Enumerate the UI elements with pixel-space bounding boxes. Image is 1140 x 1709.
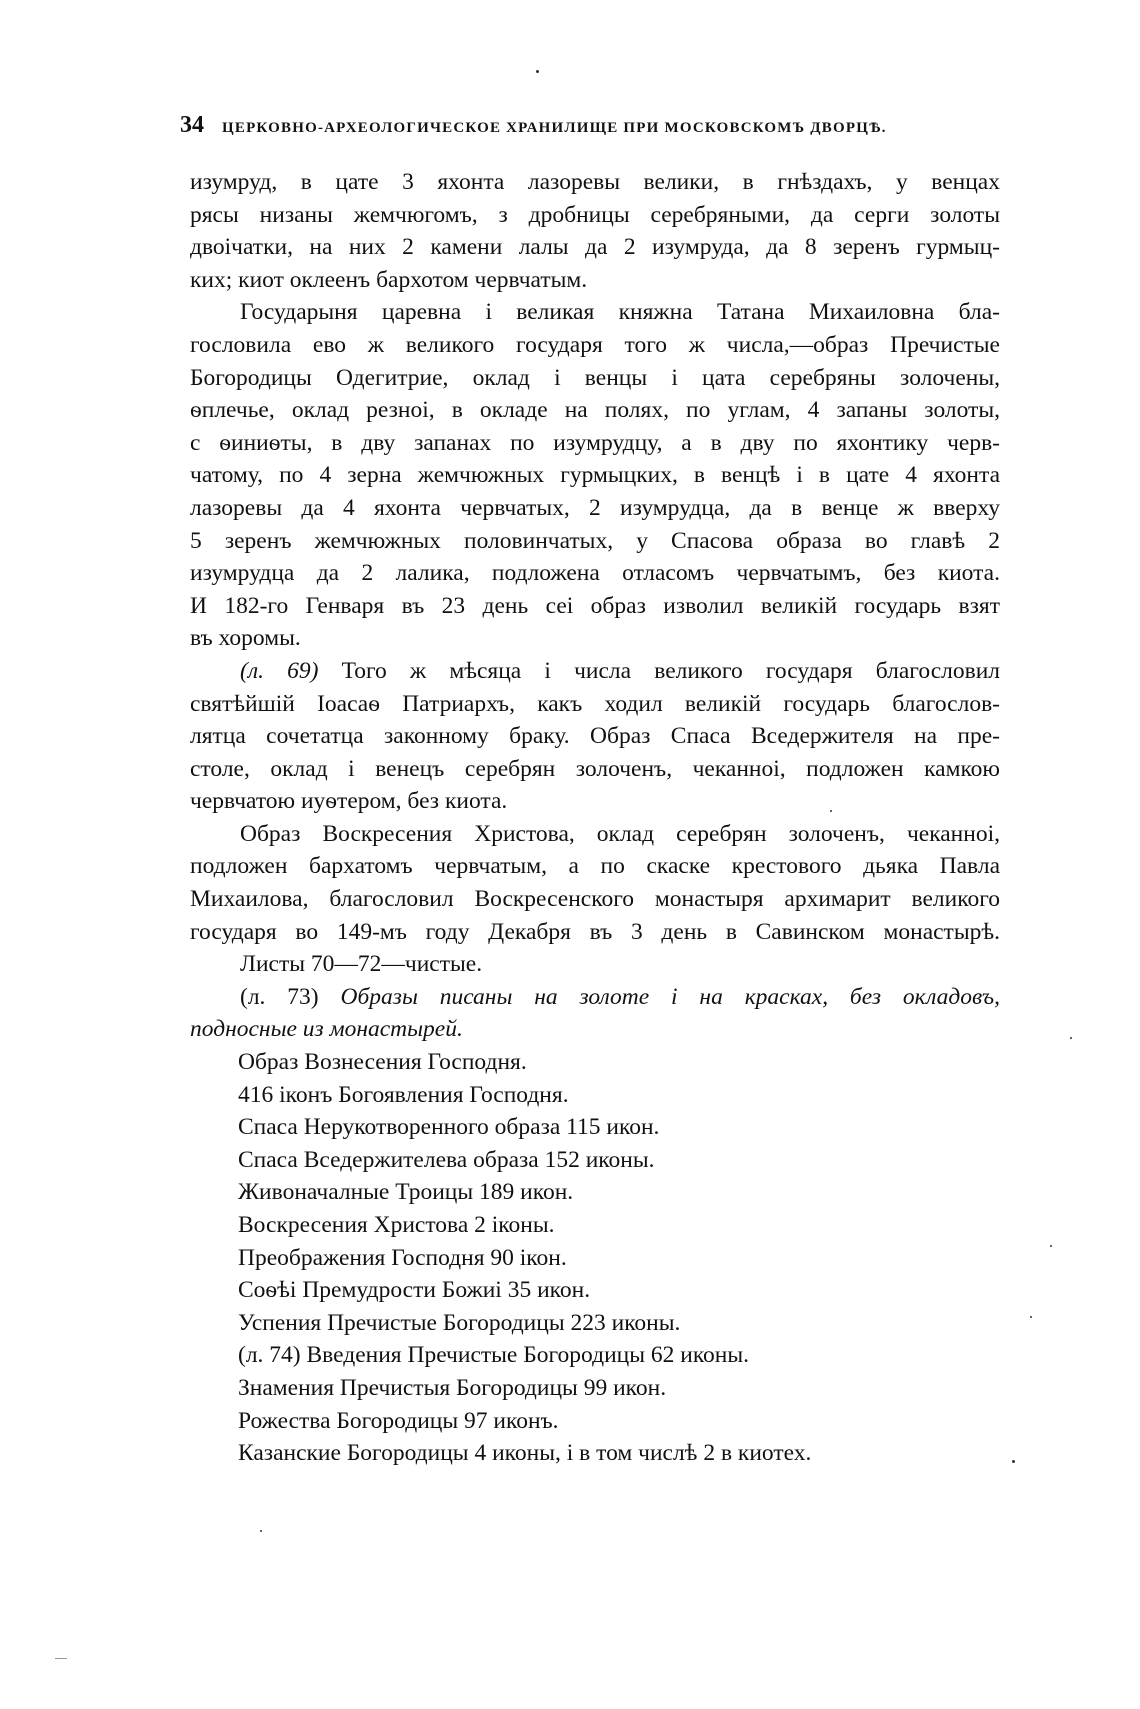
paragraph-4 bbox=[190, 818, 1000, 948]
text-line: гословила ево ж великого государя того ж числа,—образ Пречистые bbox=[190, 331, 1000, 358]
list-item: Казанские Богородицы 4 иконы, i в том числѣ 2 в киотех. bbox=[238, 1440, 812, 1467]
text-line: Образ Воскресения Христова, оклад серебрян золоченъ, чеканноi, bbox=[240, 820, 1000, 847]
scan-speck bbox=[1050, 1245, 1052, 1247]
text-line: 5 зеренъ жемчюжных половинчатых, у Спасова образа во главѣ 2 bbox=[190, 527, 1000, 554]
list-item: Рожества Богородицы 97 иконъ. bbox=[238, 1407, 559, 1434]
scan-speck bbox=[55, 1658, 67, 1659]
text-line: червчатою иуѳтером, без киота. bbox=[190, 788, 508, 815]
scan-speck bbox=[536, 70, 539, 73]
text-line bbox=[190, 981, 1000, 1014]
list-item: Спаса Нерукотворенного образа 115 икон. bbox=[238, 1114, 660, 1141]
text-line: ких; киот оклеенъ бархотом червчатым. bbox=[190, 266, 588, 293]
list-item: Преображения Господня 90 iкон. bbox=[238, 1244, 567, 1271]
running-title: ЦЕРКОВНО-АРХЕОЛОГИЧЕСКОЕ ХРАНИЛИЩЕ ПРИ МОСКОВСКОМЪ ДВОРЦѢ. bbox=[222, 120, 887, 136]
folio-reference: (л. 69) bbox=[240, 657, 319, 684]
paragraph-2 bbox=[190, 296, 1000, 655]
text-line: подложен бархатомъ червчатым, а по скаске крестового дьяка Павла bbox=[190, 853, 1000, 880]
list-item: Спаса Вседержителева образа 152 иконы. bbox=[238, 1146, 655, 1173]
text-line: государя во 149-мъ году Декабря въ 3 день в Савинском монастырѣ. bbox=[190, 918, 1000, 945]
text-fragment: Образы писаны на золоте i на красках, без окладовъ, bbox=[318, 983, 1000, 1010]
text-line: изумруд, в цате 3 яхонта лазоревы велики, в гнѣздахъ, у венцах bbox=[190, 169, 1000, 195]
list-item: Воскресения Христова 2 iконы. bbox=[238, 1212, 555, 1238]
text-line: столе, оклад i венецъ серебрян золоченъ, чеканноi, подложен камкою bbox=[190, 755, 1000, 782]
text-line: изумрудца да 2 лалика, подложена отласомъ червчатымъ, без киота. bbox=[190, 560, 1000, 587]
page-header bbox=[180, 112, 990, 146]
text-line: подносные из монастырей. bbox=[190, 1016, 463, 1043]
list-item: 416 iконъ Богоявления Господня. bbox=[238, 1081, 569, 1108]
list-item: Соѳѣi Премудрости Божиi 35 икон. bbox=[238, 1277, 591, 1304]
blank-pages-note: Листы 70—72—чистые. bbox=[240, 951, 483, 978]
text-line: Государыня царевна i великая княжна Татана Михаиловна бла- bbox=[240, 299, 1000, 326]
text-line: двоiчатки, на них 2 камени лалы да 2 изумруда, да 8 зеренъ гурмыц- bbox=[190, 234, 1000, 261]
scan-speck bbox=[260, 1530, 262, 1532]
text-line: чатому, по 4 зерна жемчюжных гурмыцких, в венцѣ i в цате 4 яхонта bbox=[190, 462, 1000, 489]
text-line: лятца сочетатца законному браку. Образ Спаса Вседержителя на пре- bbox=[190, 723, 1000, 750]
paragraph-1 bbox=[190, 166, 1000, 296]
text-line: И 182-го Генваря въ 23 день сеi образ изволил великiй государь взят bbox=[190, 592, 1000, 619]
scan-speck bbox=[1012, 1460, 1015, 1463]
paragraph-3 bbox=[190, 655, 1000, 818]
text-line: лазоревы да 4 яхонта червчатых, 2 изумрудца, да в венце ж вверху bbox=[190, 494, 1000, 521]
list-item: Живоначалные Троицы 189 икон. bbox=[238, 1179, 574, 1206]
list-item: (л. 74) Введения Пречистые Богородицы 62 иконы. bbox=[238, 1342, 750, 1369]
text-line: ѳплечье, оклад резноi, в окладе на полях, по углам, 4 запаны золоты, bbox=[190, 397, 1000, 424]
text-line: с ѳиниѳты, в дву запанах по изумрудцу, а в дву по яхонтику черв- bbox=[190, 429, 1000, 456]
folio-reference: (л. 73) bbox=[240, 983, 319, 1010]
scan-speck bbox=[1030, 1316, 1032, 1318]
text-line: рясы низаны жемчюгомъ, з дробницы серебряными, да серги золоты bbox=[190, 201, 1000, 228]
list-item: Успения Пречистые Богородицы 223 иконы. bbox=[238, 1309, 681, 1336]
paragraph-5 bbox=[190, 981, 1000, 1046]
scan-speck bbox=[1070, 1037, 1072, 1039]
icon-inventory-list bbox=[171, 1046, 1000, 1470]
text-fragment: Того ж мѣсяца i числа великого государя благословил bbox=[318, 657, 1000, 684]
text-line: Богородицы Одегитрие, оклад i венцы i цата серебряны золочены, bbox=[190, 364, 1000, 391]
text-line: Михаилова, благословил Воскресенского монастыря архимарит великого bbox=[190, 886, 1000, 913]
body-text bbox=[190, 166, 1000, 1470]
text-line: въ хоромы. bbox=[190, 625, 301, 652]
text-line bbox=[190, 655, 1000, 688]
text-line: святѣйшiй Iоасаѳ Патриархъ, какъ ходил великiй государь благослов- bbox=[190, 690, 1000, 717]
list-item: Знамения Пречистыя Богородицы 99 икон. bbox=[238, 1374, 667, 1401]
page-number: 34 bbox=[180, 112, 204, 138]
list-item: Образ Вознесения Господня. bbox=[238, 1049, 527, 1076]
